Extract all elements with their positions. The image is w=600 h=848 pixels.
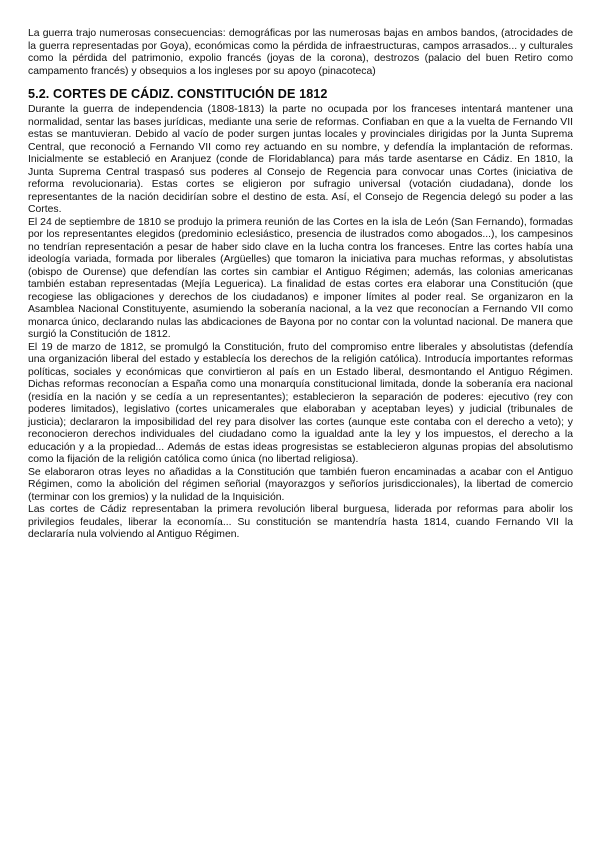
paragraph-constitucion: El 19 de marzo de 1812, se promulgó la Constitución, fruto del compromiso entre liberales y absolutistas (defendía una organización liberal del estado y establecía los derechos de la religión católica). Introducía importantes reformas políticas, sociales y económicas que convirtieron al país en un Estado liberal, desmontando el Antiguo Régimen. Dichas reformas reconocían a España como una monarquía constitucional limitada, donde la soberanía era nacional (residía en la nación y se cedía a un representantes); establecieron la separación de poderes: ejecutivo (rey con poderes limitados), legislativo (cortes unicamerales que elaboraban y aceptaban leyes) y judicial (tribunales de justicia); declararon la imposibilidad del rey para disolver las cortes (aunque este contaba con el derecho a veto); y reconocieron derechos individuales del ciudadano como la igualdad ante la ley y los impuestos, el derecho a la educación y a la propiedad... Además de estas ideas progresistas se establecieron algunas propias del absolutismo como la fijación de la religión católica como única (no libertad religiosa). xyxy=(28,341,573,465)
paragraph-otras-leyes: Se elaboraron otras leyes no añadidas a la Constitución que también fueron encaminadas a acabar con el Antiguo Régimen, como la abolición del régimen señorial (mayorazgos y señoríos jurisdiccionales), la libertad de comercio (terminar con los gremios) y la nulidad de la Inquisición. xyxy=(28,466,573,503)
intro-paragraph: La guerra trajo numerosas consecuencias: demográficas por las numerosas bajas en ambos bandos, (atrocidades de la guerra representadas por Goya), económicas como la pérdida de infraestructuras, campos arrasados... y culturales como la pérdida del patrimonio, expolio francés (joyas de la corona), destrozos (palacio del buen Retiro como campamento francés) y obsequios a los ingleses por su apoyo (pinacoteca) xyxy=(28,28,573,77)
document-page xyxy=(28,28,573,542)
paragraph-conclusion: Las cortes de Cádiz representaban la primera revolución liberal burguesa, liderada por reformas para abolir los privilegios feudales, liberar la economía... Su constitución se mantendría hasta 1814, cuando Fernando VII la declararía nula volviendo al Antiguo Régimen. xyxy=(28,504,573,540)
section-heading: 5.2. CORTES DE CÁDIZ. CONSTITUCIÓN DE 1812 xyxy=(28,87,328,101)
paragraph-junta-suprema: Durante la guerra de independencia (1808-1813) la parte no ocupada por los franceses intentará mantener una normalidad, sentar las bases jurídicas, mediante una serie de reformas. Confiaban en que a la vuelta de Fernando VII estas se mantuvieran. Debido al vacío de poder surgen juntas locales y provinciales dirigidas por la Junta Suprema Central, que reconoció a Fernando VII como rey actuando en su nombre, y defendía la implantación de reformas. Inicialmente se estableció en Aranjuez (conde de Floridablanca) para más tarde asentarse en Cádiz. En 1810, la Junta Suprema Central traspasó sus poderes al Consejo de Regencia para convocar unas Cortes (iniciativa de reforma revolucionaria). Estas cortes se eligieron por sufragio universal (votación ciudadana), donde los representantes de la nación decidirían sobre el destino de esta. Así, el Consejo de Regencia delegó su poder a las Cortes. xyxy=(28,104,573,215)
paragraph-primera-reunion: El 24 de septiembre de 1810 se produjo la primera reunión de las Cortes en la isla de León (San Fernando), formadas por los representantes elegidos (predominio eclesiástico, presencia de ilustrados como abogados...), los campesinos no tendrían representación a pesar de haber sido clave en la lucha contra los franceses. Entre las cortes había una ideología variada, formada por liberales (Argüelles) que tomaron la iniciativa para muchas reformas, y absolutistas (obispo de Ourense) que defendían las cortes sin cambiar el Antiguo Régimen; además, las colonias americanas también estaban representadas (Mejía Leguerica). La finalidad de estas cortes era elaborar una Constitución (que recogiese las obligaciones y derechos de los ciudadanos) e imponer límites al poder real. Se organizaron en la Asamblea Nacional Constituyente, asumiendo la soberanía nacional, a la vez que reconocían a Fernando VII como monarca único, declarando nulas las abdicaciones de Bayona por no contar con la voluntad nacional. De manera que surgió la Constitución de 1812. xyxy=(28,216,573,340)
